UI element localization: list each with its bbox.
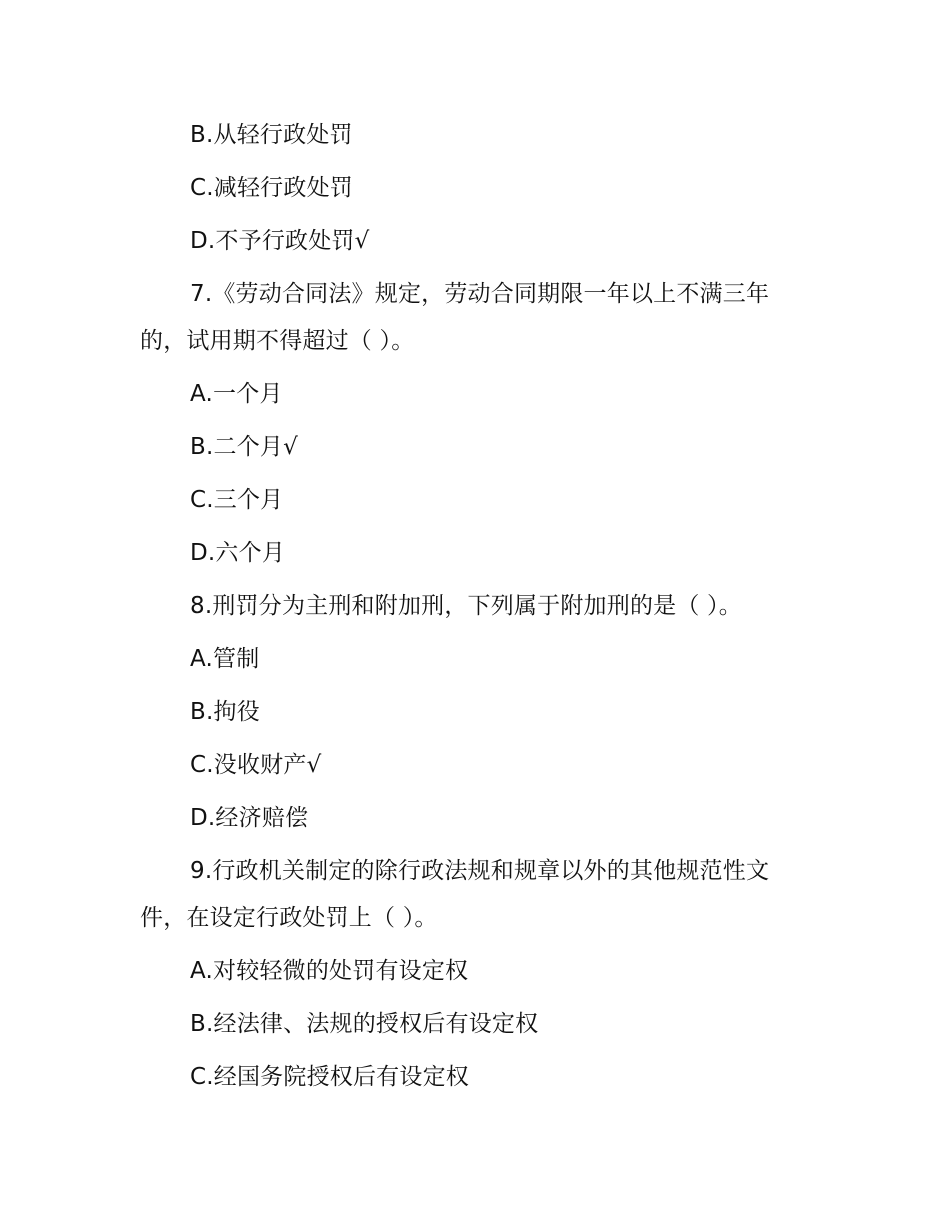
question-9-line-1: 9.行政机关制定的除行政法规和规章以外的其他规范性文 — [190, 858, 770, 884]
option-7d: D.六个月 — [190, 540, 286, 566]
option-8c: C.没收财产√ — [190, 752, 322, 778]
option-6c: C.减轻行政处罚 — [190, 175, 353, 201]
question-7-line-2: 的，试用期不得超过（ ）。 — [140, 328, 415, 354]
option-8a: A.管制 — [190, 646, 260, 672]
option-9c: C.经国务院授权后有设定权 — [190, 1064, 469, 1090]
option-7a: A.一个月 — [190, 381, 283, 407]
question-9-line-2: 件，在设定行政处罚上（ ）。 — [140, 905, 438, 931]
option-9a: A.对较轻微的处罚有设定权 — [190, 958, 469, 984]
option-6d: D.不予行政处罚√ — [190, 228, 370, 254]
question-7 — [140, 271, 820, 365]
question-8 — [140, 583, 820, 630]
document-content — [140, 112, 820, 1107]
option-8d: D.经济赔偿 — [190, 805, 309, 831]
question-8-line-1: 8.刑罚分为主刑和附加刑，下列属于附加刑的是（ ）。 — [190, 593, 742, 619]
question-9 — [140, 848, 820, 942]
question-7-line-1: 7.《劳动合同法》规定，劳动合同期限一年以上不满三年 — [190, 281, 770, 307]
option-7b: B.二个月√ — [190, 434, 298, 460]
option-7c: C.三个月 — [190, 487, 284, 513]
option-6b: B.从轻行政处罚 — [190, 122, 353, 148]
option-9b: B.经法律、法规的授权后有设定权 — [190, 1011, 539, 1037]
option-8b: B.拘役 — [190, 699, 260, 725]
